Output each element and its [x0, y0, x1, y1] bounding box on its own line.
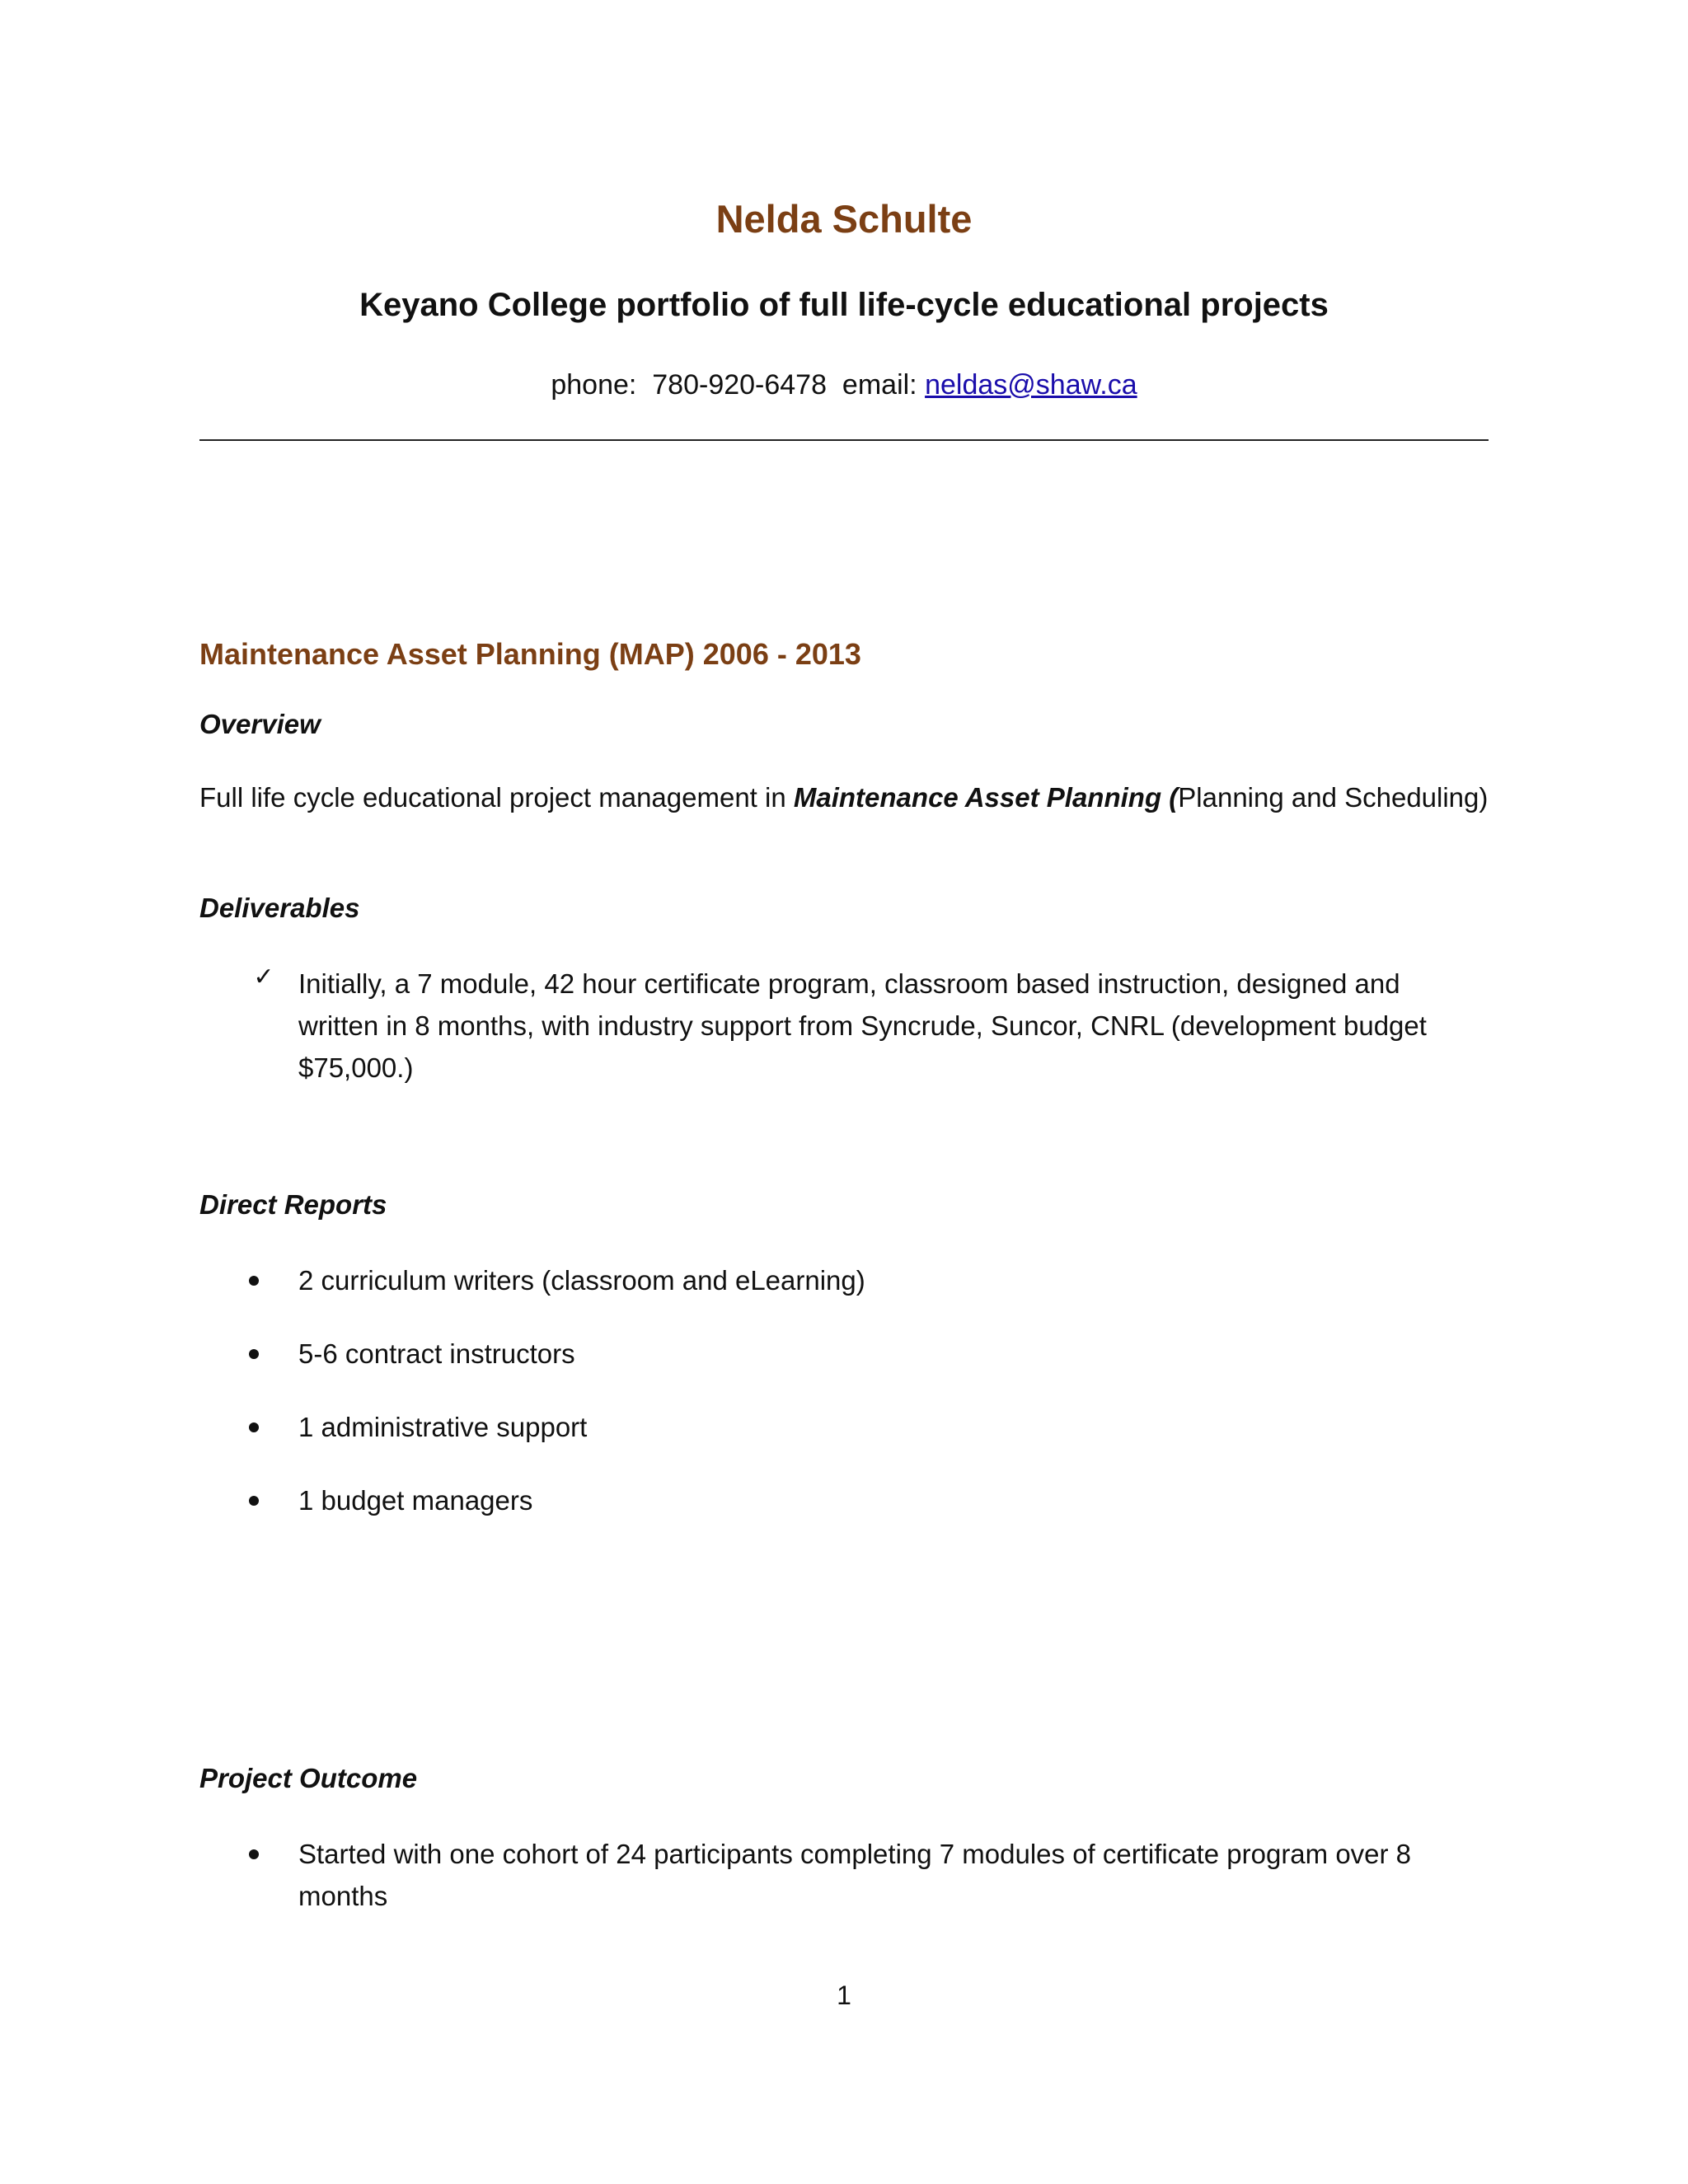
direct-reports-heading: Direct Reports	[199, 1189, 387, 1220]
overview-text-before: Full life cycle educational project management in	[199, 782, 794, 813]
bullet-icon	[249, 1276, 259, 1286]
project-outcome-heading: Project Outcome	[199, 1763, 418, 1793]
email-label: email:	[842, 369, 917, 401]
direct-report-item: 1 budget managers	[298, 1485, 533, 1516]
contact-line	[0, 369, 1688, 401]
email-link[interactable]: neldas@shaw.ca	[925, 369, 1137, 401]
checkmark-icon: ✓	[253, 963, 274, 991]
outcome-item: Started with one cohort of 24 participants completing 7 modules of certificate program over 8 months	[298, 1839, 1412, 1911]
direct-report-item: 2 curriculum writers (classroom and eLearning)	[298, 1265, 865, 1296]
deliverables-heading: Deliverables	[199, 893, 360, 923]
header-divider	[199, 439, 1489, 441]
section-title: Maintenance Asset Planning (MAP) 2006 - 2013	[199, 637, 861, 671]
phone-label: phone:	[551, 369, 637, 401]
bullet-icon	[249, 1849, 259, 1859]
page-number: 1	[837, 1980, 851, 2010]
author-name: Nelda Schulte	[715, 197, 973, 241]
overview-heading: Overview	[199, 709, 321, 739]
bullet-icon	[249, 1422, 259, 1432]
deliverable-item: Initially, a 7 module, 42 hour certificate program, classroom based instruction, designed and written in 8 months, with industry support from Syncrude, Suncor, CNRL (development budget $75,000.)	[298, 968, 1427, 1083]
direct-report-item: 5-6 contract instructors	[298, 1338, 575, 1369]
overview-text-after: Planning and Scheduling)	[1178, 782, 1489, 813]
overview-text-emphasis: Maintenance Asset Planning (	[793, 782, 1179, 813]
document-subtitle: Keyano College portfolio of full life-cycle educational projects	[359, 287, 1329, 323]
bullet-icon	[249, 1496, 259, 1506]
overview-text	[199, 776, 1502, 818]
direct-report-item: 1 administrative support	[298, 1412, 588, 1442]
phone-number: 780-920-6478	[652, 369, 828, 401]
bullet-icon	[249, 1349, 259, 1359]
